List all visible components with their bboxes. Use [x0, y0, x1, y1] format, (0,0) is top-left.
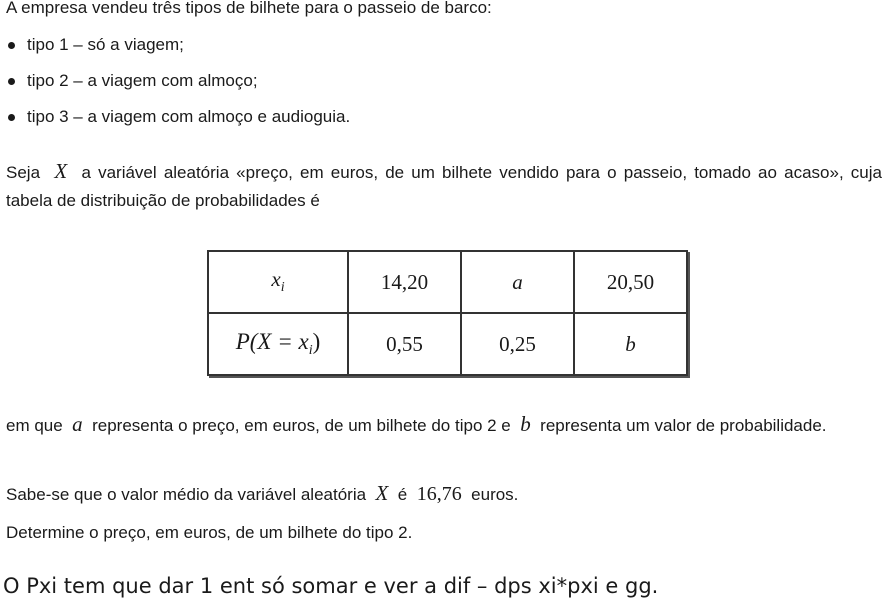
intro-text: A empresa vendeu três tipos de bilhete para o passeio de barco: — [6, 0, 492, 17]
question-text: Determine o preço, em euros, de um bilhete do tipo 2. — [6, 523, 413, 542]
math-var-a: a — [72, 412, 83, 436]
paragraph-mean: Sabe-se que o valor médio da variável aleatória X é 16,76 euros. — [6, 481, 519, 505]
table-header-xi: $x_i$ — [208, 251, 348, 313]
table-cell: 0,55 — [348, 313, 461, 375]
bullet-dot — [8, 78, 15, 85]
paragraph-explanation: em que a representa o preço, em euros, de um bilhete do tipo 2 e b representa um valor de probabilidade. — [6, 412, 827, 436]
math-var-b: b — [520, 412, 531, 436]
table-cell: 20,50 — [574, 251, 687, 313]
table-header-probability: $P(X = x_i)$ — [208, 313, 348, 375]
bullet-dot — [8, 42, 15, 49]
mean-value: 16,76 — [416, 483, 462, 505]
distribution-table — [207, 250, 688, 376]
table-row-probabilities — [208, 313, 687, 375]
table-row-values — [208, 251, 687, 313]
bullet-item-1: tipo 1 – só a viagem; — [27, 35, 184, 54]
table-cell: 0,25 — [461, 313, 574, 375]
table-cell: b — [574, 313, 687, 375]
paragraph-definition: Seja X a variável aleatória «preço, em euros, de um bilhete vendido para o passeio, tomado ao acaso», cuja tabela de distribuição de probabilidades é — [6, 159, 882, 210]
bullet-dot — [8, 114, 15, 121]
bullet-item-2: tipo 2 – a viagem com almoço; — [27, 71, 258, 90]
table-cell: 14,20 — [348, 251, 461, 313]
math-var-x: X — [375, 481, 389, 505]
bullet-item-3: tipo 3 – a viagem com almoço e audioguia. — [27, 107, 351, 126]
handwritten-note: O Pxi tem que dar 1 ent só somar e ver a dif – dps xi*pxi e gg. — [3, 574, 659, 598]
table-cell: a — [461, 251, 574, 313]
math-var-x: X — [54, 159, 68, 183]
